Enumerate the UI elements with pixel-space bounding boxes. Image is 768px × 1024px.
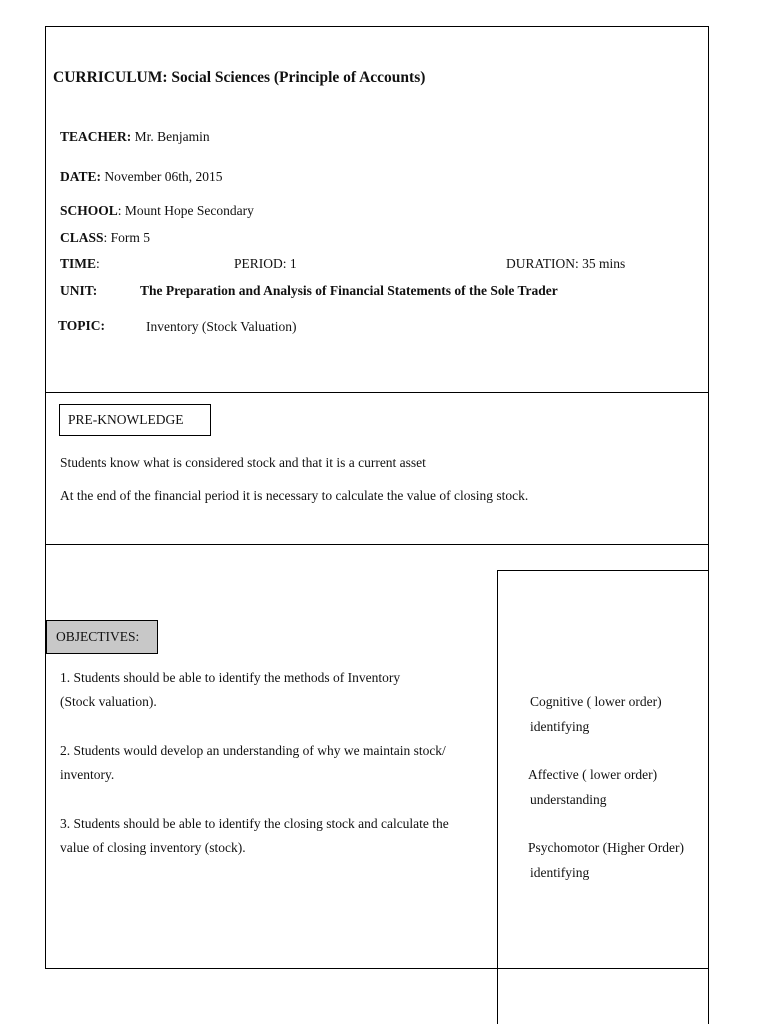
preknowledge-divider xyxy=(45,544,709,545)
objective-2-line-1: 2. Students would develop an understanding of why we maintain stock/ xyxy=(60,743,446,758)
school-label: SCHOOL xyxy=(60,203,118,218)
class-value: : Form 5 xyxy=(103,230,151,245)
time-label: TIME xyxy=(60,256,97,271)
teacher-label: TEACHER: xyxy=(60,129,132,144)
domain-3-line-1: Psychomotor (Higher Order) xyxy=(528,840,684,855)
duration-text: DURATION: 35 mins xyxy=(506,256,626,271)
domain-3-line-2: identifying xyxy=(530,865,590,880)
time-value: : xyxy=(96,256,100,271)
school-line xyxy=(60,203,254,219)
curriculum-line xyxy=(53,69,425,87)
domain-1-line-2: identifying xyxy=(530,719,590,734)
objectives-heading-box xyxy=(46,620,158,654)
teacher-value: Mr. Benjamin xyxy=(134,129,210,144)
class-line xyxy=(60,230,150,246)
header-divider xyxy=(45,392,709,393)
preknowledge-heading: PRE-KNOWLEDGE xyxy=(68,412,184,427)
date-value: November 06th, 2015 xyxy=(104,169,223,184)
table-top-border xyxy=(45,26,709,27)
objective-1-line-1: 1. Students should be able to identify the methods of Inventory xyxy=(60,670,401,685)
objectives-heading: OBJECTIVES: xyxy=(56,629,140,644)
domain-column-left xyxy=(497,570,498,1024)
preknowledge-heading-box xyxy=(59,404,211,436)
table-left-border xyxy=(45,26,46,969)
curriculum-label: CURRICULUM: xyxy=(53,69,168,86)
objectives-bottom xyxy=(45,968,709,969)
topic-label: TOPIC: xyxy=(58,318,106,333)
topic-value: Inventory (Stock Valuation) xyxy=(146,319,297,334)
domain-column-top xyxy=(497,570,709,571)
curriculum-value: Social Sciences (Principle of Accounts) xyxy=(171,69,426,86)
date-line xyxy=(60,169,223,185)
school-value: : Mount Hope Secondary xyxy=(117,203,254,218)
objective-3-line-2: value of closing inventory (stock). xyxy=(60,840,246,855)
date-label: DATE: xyxy=(60,169,102,184)
class-label: CLASS xyxy=(60,230,104,245)
domain-2-line-2: understanding xyxy=(530,792,607,807)
objective-1-line-2: (Stock valuation). xyxy=(60,694,157,709)
time-line xyxy=(60,256,100,272)
objective-3-line-1: 3. Students should be able to identify the closing stock and calculate the xyxy=(60,816,449,831)
unit-value: The Preparation and Analysis of Financial Statements of the Sole Trader xyxy=(140,283,558,298)
domain-2-line-1: Affective ( lower order) xyxy=(528,767,658,782)
unit-label: UNIT: xyxy=(60,283,98,298)
period-text: PERIOD: 1 xyxy=(234,256,297,271)
objective-2-line-2: inventory. xyxy=(60,767,115,782)
table-right-border xyxy=(708,26,709,1024)
preknowledge-line-1: Students know what is considered stock and that it is a current asset xyxy=(60,455,426,470)
preknowledge-line-2: At the end of the financial period it is necessary to calculate the value of closing stock. xyxy=(60,488,529,503)
domain-1-line-1: Cognitive ( lower order) xyxy=(530,694,662,709)
teacher-line xyxy=(60,129,210,145)
